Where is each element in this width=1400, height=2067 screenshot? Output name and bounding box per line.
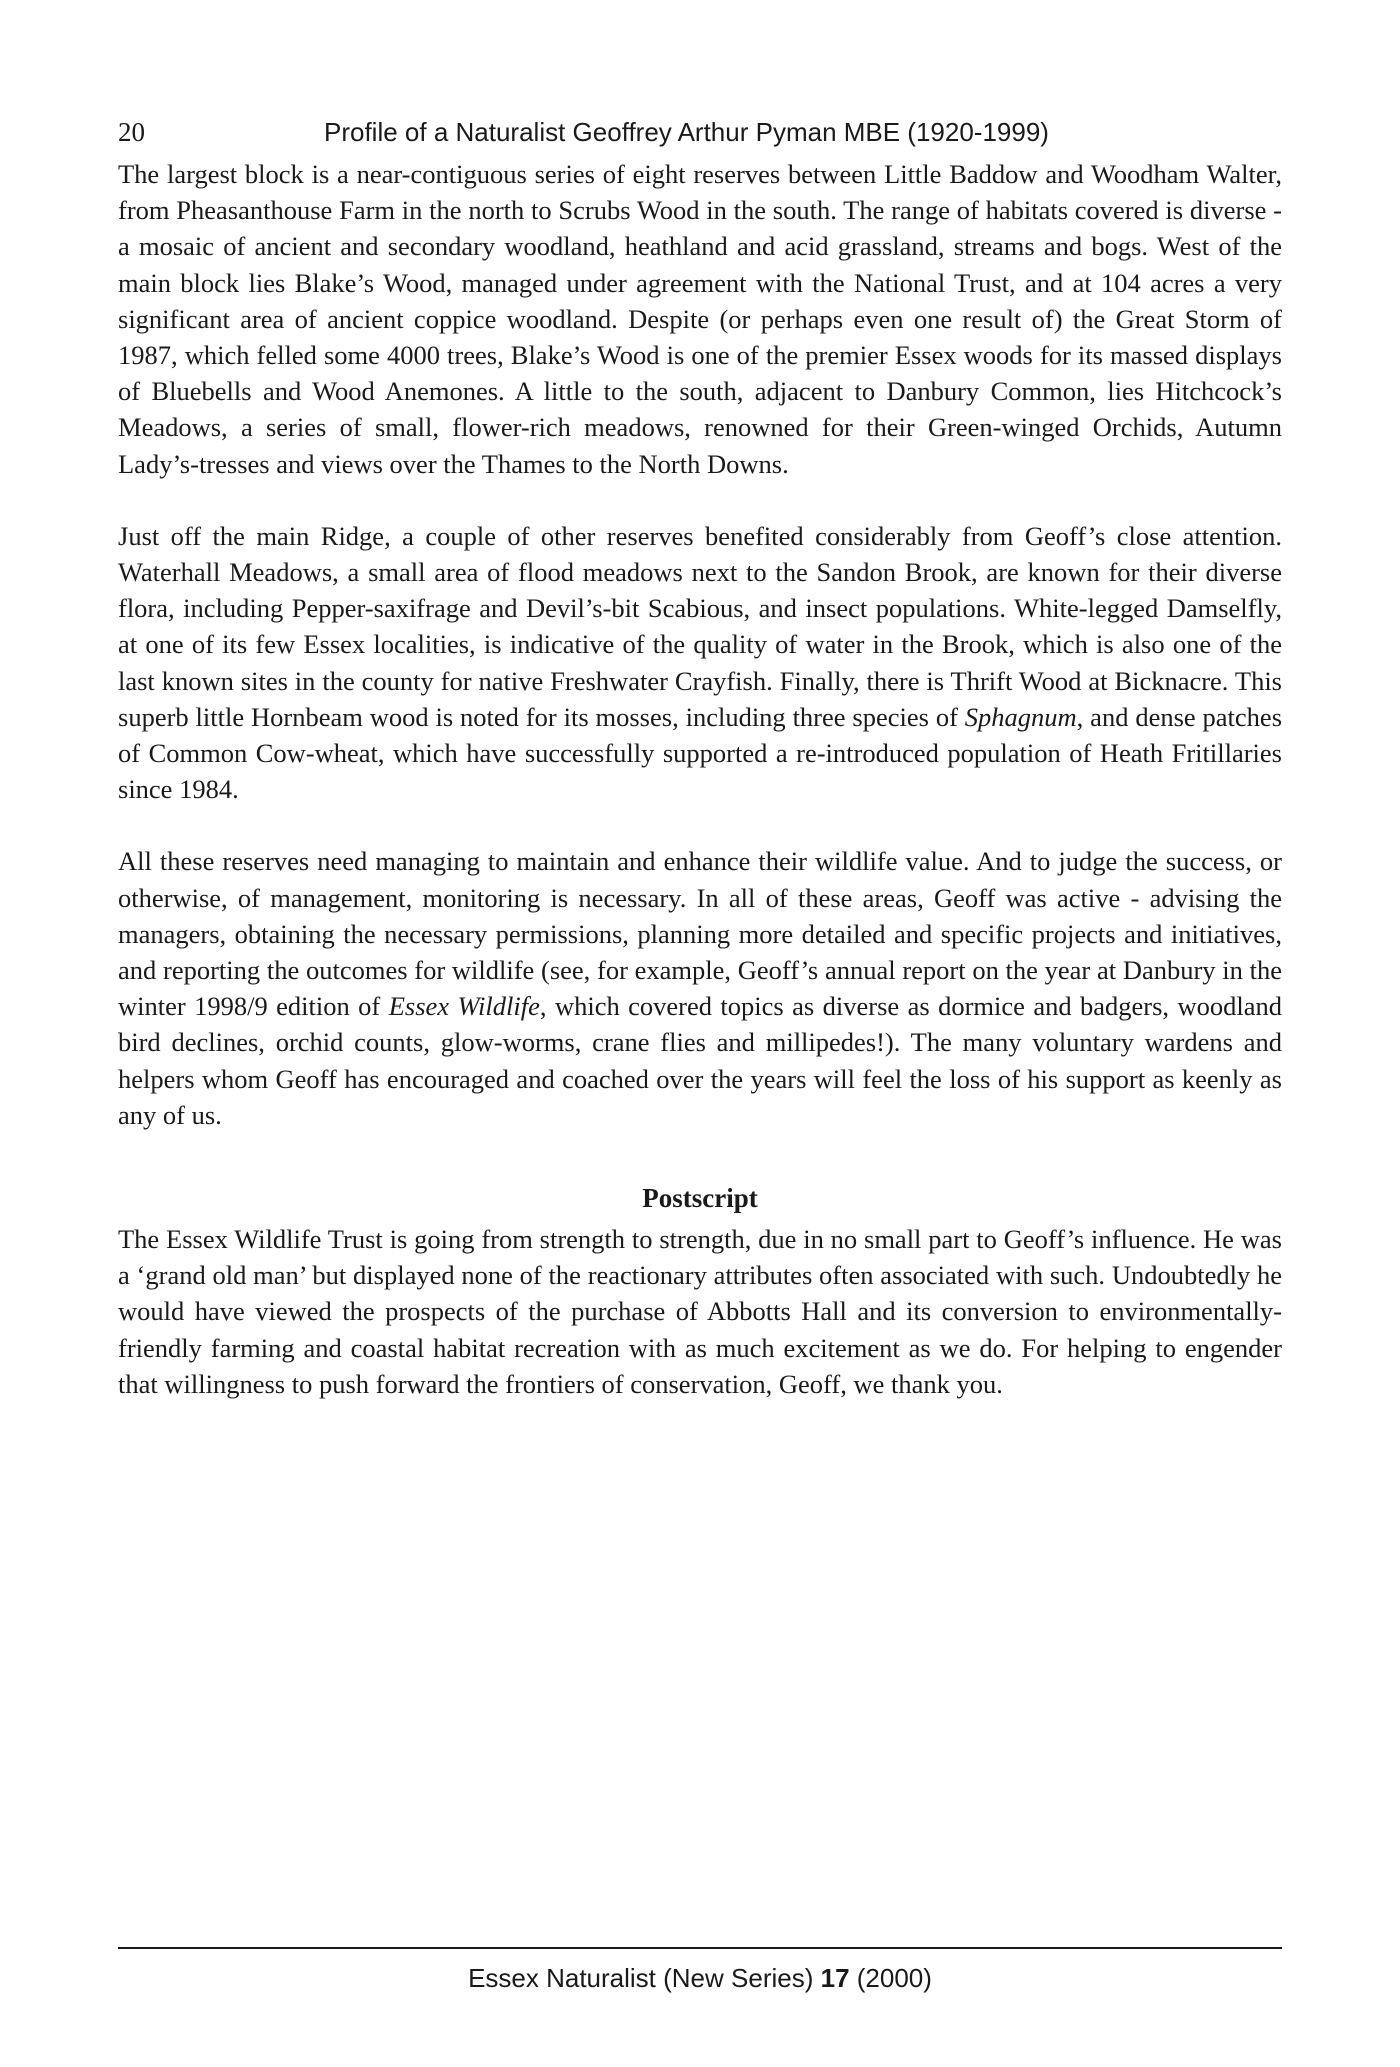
paragraph-text: All these reserves need managing to maintain and enhance their wildlife value. And to judge the success, or otherwise, of management, monitoring is necessary. In all of these areas, Geoff was active - advising the managers, obtaining the necessary permissions, planning more detailed and specific projects and initiatives, and reporting the outcomes for wildlife (see, for example, Geoff’s annual report on the year at Danbury in the winter 1998/9 edition of [118, 846, 1282, 1022]
paragraph-postscript: The Essex Wildlife Trust is going from strength to strength, due in no small part to Geoff’s influence. He was a ‘grand old man’ but displayed none of the reactionary attributes often associated with such. Undoubtedly he would have viewed the prospects of the purchase of Abbotts Hall and its conversion to environmentally-friendly farming and coastal habitat recreation with as much excitement as we do. For helping to engender that willingness to push forward the frontiers of conservation, Geoff, we thank you. [118, 1224, 1282, 1399]
footer [118, 1960, 1282, 1996]
paragraph-other-reserves [118, 518, 1282, 808]
page-number: 20 [118, 117, 145, 147]
volume-number: 17 [820, 1963, 850, 1993]
paragraph-management [118, 843, 1282, 1133]
postscript-heading: Postscript [642, 1183, 758, 1214]
running-title: Profile of a Naturalist Geoffrey Arthur Pyman MBE (1920-1999) [324, 117, 1049, 147]
journal-name: Essex Naturalist (New Series) [468, 1963, 821, 1993]
article-body [118, 156, 1282, 1402]
paragraph-text: Just off the main Ridge, a couple of other reserves benefited considerably from Geoff’s close attention. Waterhall Meadows, a small area of flood meadows next to the Sandon Brook, are known for their diverse flora, including Pepper-saxifrage and Devil’s-bit Scabious, and insect populations. White-legged Damselfly, at one of its few Essex localities, is indicative of the quality of water in the Brook, which is also one of the last known sites in the county for native Freshwater Crayfish. Finally, there is Thrift Wood at Bicknacre. This superb little Hornbeam wood is noted for its mosses, including three species of [118, 520, 1282, 732]
running-head [118, 112, 1282, 152]
paragraph-text: , and dense patches of Common Cow-wheat, which have successfully supported a re-introduced population of Heath Fritillaries since 1984. [118, 701, 1283, 805]
paragraph-reserves-block: The largest block is a near-contiguous series of eight reserves between Little Baddow and Woodham Walter, from Pheasanthouse Farm in the north to Scrubs Wood in the south. The range of habitats covered is diverse - a mosaic of ancient and secondary woodland, heathland and acid grassland, streams and bogs. West of the main block lies Blake’s Wood, managed under agreement with the National Trust, and at 104 acres a very significant area of ancient coppice woodland. Despite (or perhaps even one result of) the Great Storm of 1987, which felled some 4000 trees, Blake’s Wood is one of the premier Essex woods for its massed displays of Bluebells and Wood Anemones. A little to the south, adjacent to Danbury Common, lies Hitchcock’s Meadows, a series of small, flower-rich meadows, renowned for their Green-winged Orchids, Autumn Lady’s-tresses and views over the Thames to the North Downs. [118, 159, 1282, 479]
publication-year: (2000) [849, 1963, 932, 1993]
paragraph-text: , which covered topics as diverse as dormice and badgers, woodland bird declines, orchid counts, glow-worms, crane flies and millipedes!). The many voluntary wardens and helpers whom Geoff has encouraged and coached over the years will feel the loss of his support as keenly as any of us. [118, 991, 1282, 1130]
footer-rule [118, 1947, 1282, 1949]
page [118, 112, 1282, 1402]
publication-title-italic: Essex Wildlife [388, 991, 540, 1022]
species-name-italic: Sphagnum [964, 701, 1077, 732]
